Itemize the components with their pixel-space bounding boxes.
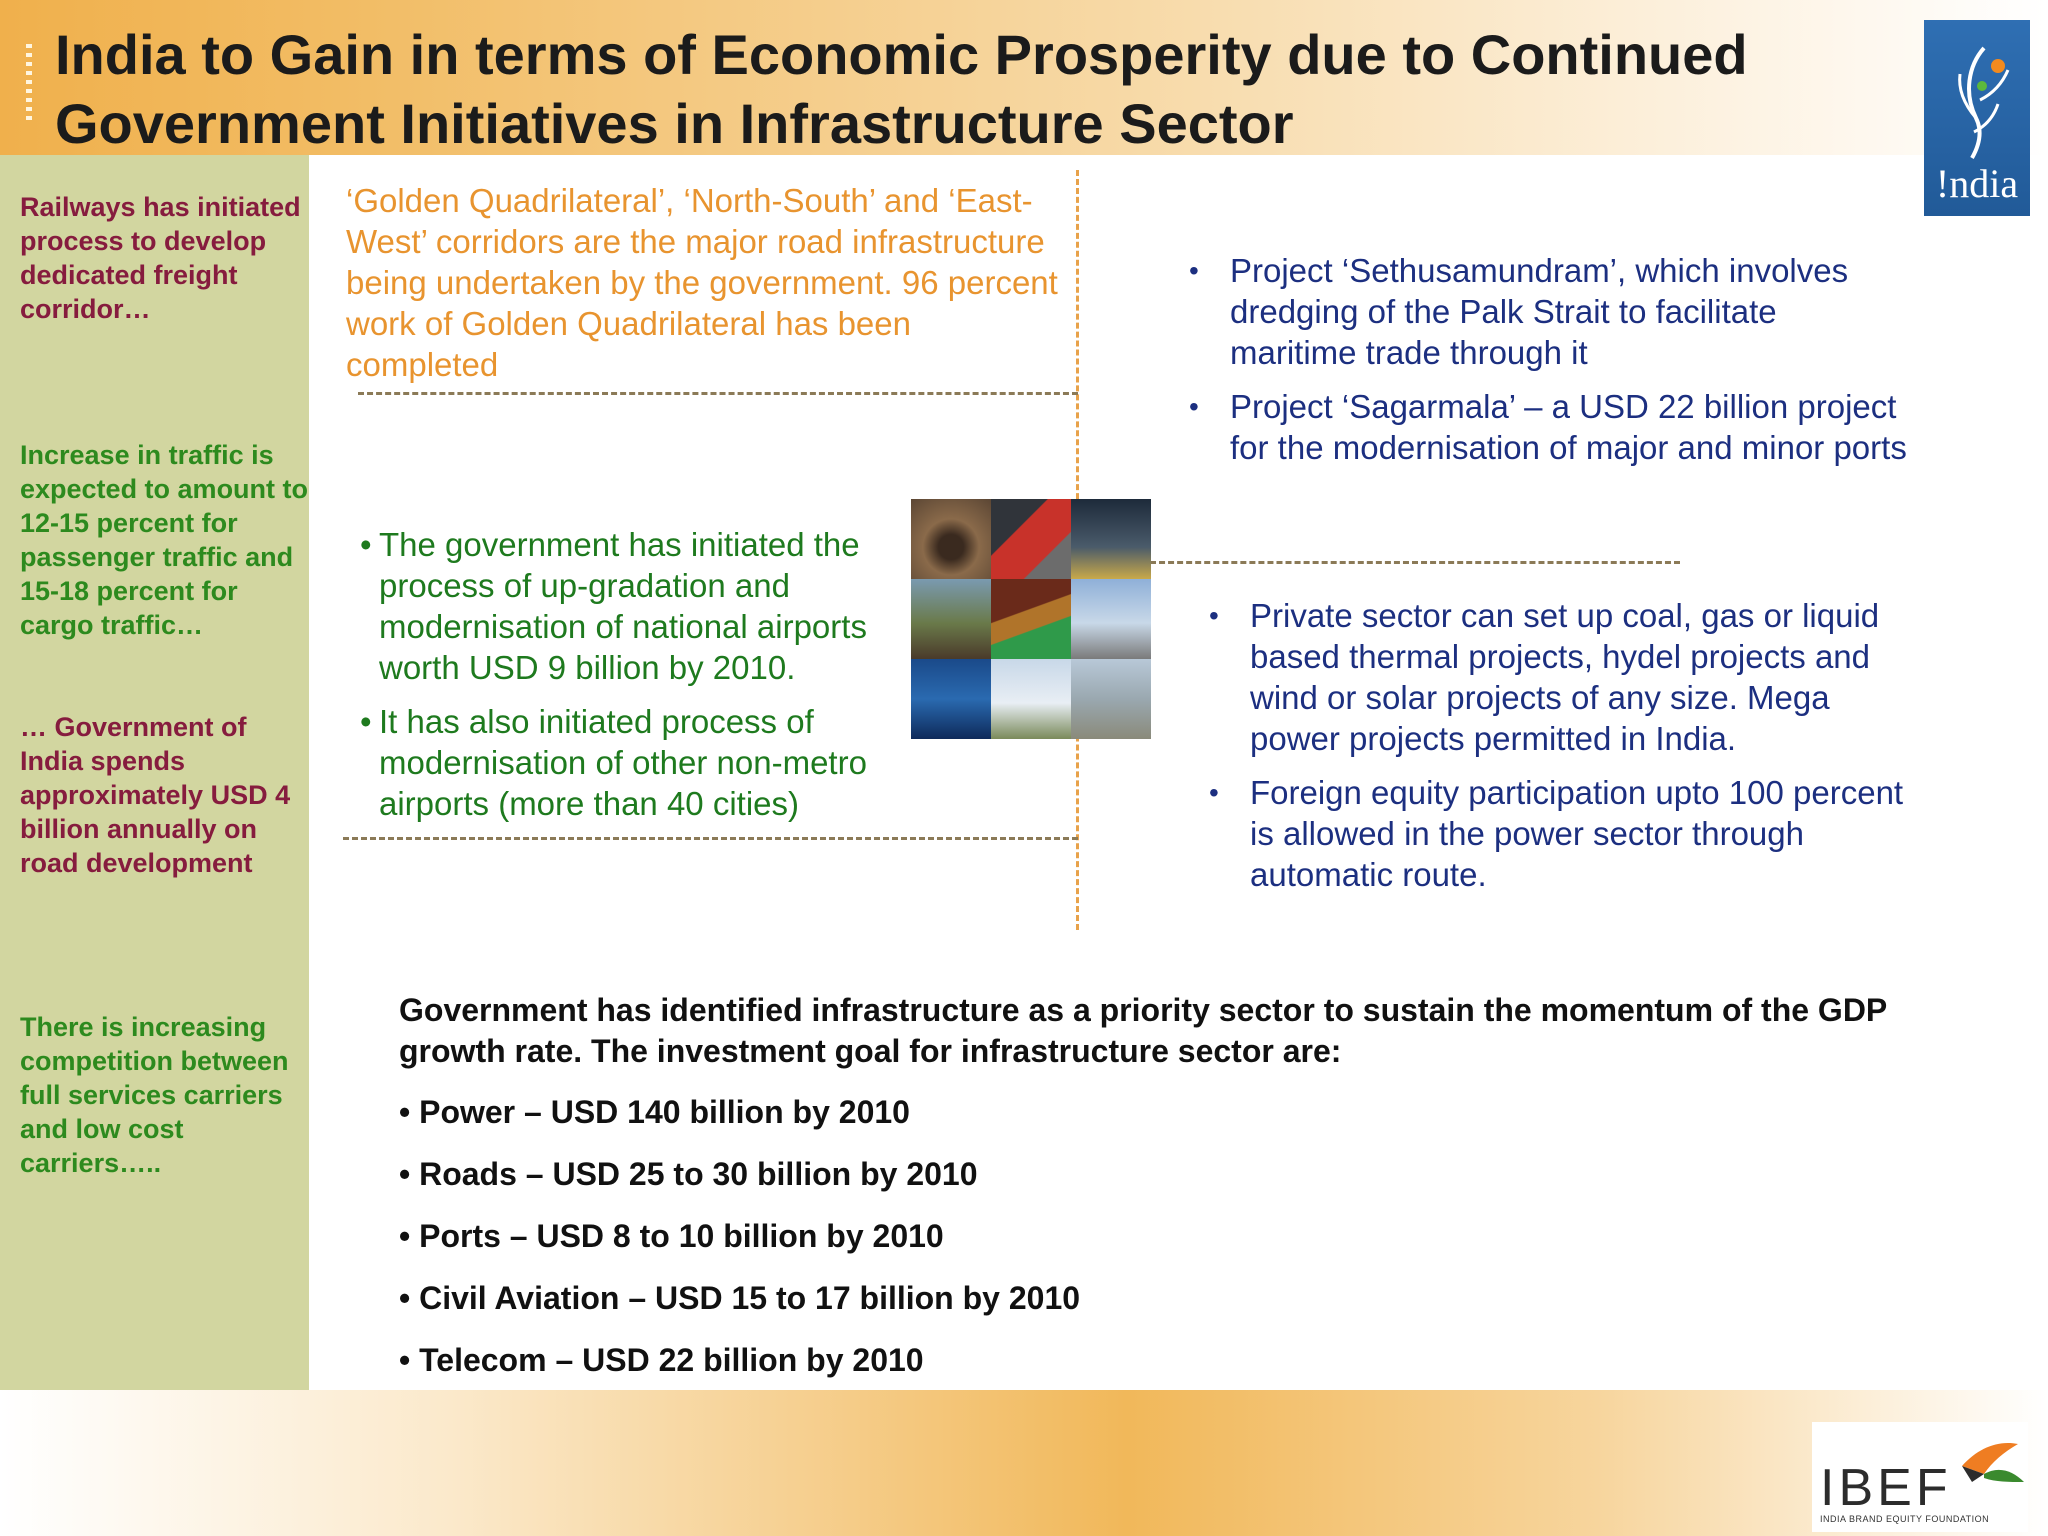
ports-list — [1189, 250, 1909, 481]
ibef-wordmark: IBEF — [1820, 1459, 1952, 1517]
power-plant-photo — [1071, 579, 1151, 659]
divider-airports — [343, 837, 1078, 840]
list-item: • It has also initiated process of modernisation of other non-metro airports (more than 40 cities) — [360, 703, 867, 822]
sidebar-panel — [0, 155, 309, 1390]
note-carriers: There is increasing competition between full services carriers and low cost carriers….. — [20, 1012, 289, 1178]
divider-roads — [358, 392, 1078, 395]
list-item: • Foreign equity participation upto 100 percent is allowed in the power sector through automatic route. — [1209, 774, 1904, 893]
bullet-icon: • — [1209, 600, 1219, 631]
footer-band — [0, 1390, 2048, 1536]
bullet-icon: • — [1189, 255, 1199, 286]
construction-photo — [1071, 499, 1151, 579]
ibef-tagline: INDIA BRAND EQUITY FOUNDATION — [1820, 1514, 1990, 1524]
summary-intro: Government has identified infrastructure as a priority sector to sustain the momentum of the GDP growth rate. The investment goal for infrastructure sector are: — [399, 992, 1887, 1069]
list-item: • The government has initiated the process of up-gradation and modernisation of national airports worth USD 9 billion by 2010. — [360, 526, 867, 686]
goal-roads: • Roads – USD 25 to 30 billion by 2010 — [399, 1156, 978, 1192]
goal-ports: • Ports – USD 8 to 10 billion by 2010 — [399, 1218, 944, 1254]
note-railways: Railways has initiated process to develop dedicated freight corridor… — [20, 192, 301, 324]
infrastructure-photo-collage — [911, 499, 1151, 739]
investment-goals-list — [399, 1092, 1959, 1380]
slide-title: India to Gain in terms of Economic Prosperity due to Continued Government Initiatives in Infrastructure Sector — [55, 23, 1748, 155]
list-item: • Project ‘Sethusamundram’, which involves dredging of the Palk Strait to facilitate maritime trade through it — [1189, 252, 1849, 371]
note-roads: … Government of India spends approximately USD 4 billion annually on road development — [20, 712, 291, 878]
list-item: • Private sector can set up coal, gas or liquid based thermal projects, hydel projects and wind or solar projects of any size. Mega power projects permitted in India. — [1209, 597, 1880, 757]
excavator-photo — [911, 579, 991, 659]
bullet-icon: • — [360, 703, 372, 740]
investment-summary — [399, 990, 1959, 1402]
road-corridors-text: ‘Golden Quadrilateral’, ‘North-South’ and ‘East-West’ corridors are the major road infrastructure being undertaken by the government. 96 percent work of Golden Quadrilateral has been completed — [346, 182, 1058, 383]
goal-power: • Power – USD 140 billion by 2010 — [399, 1094, 910, 1130]
list-item: • Project ‘Sagarmala’ – a USD 22 billion project for the modernisation of major and minor ports — [1189, 388, 1907, 466]
note-traffic: Increase in traffic is expected to amount to 12-15 percent for passenger traffic and 15-18 percent for cargo traffic… — [20, 440, 309, 640]
tunnel-photo — [911, 499, 991, 579]
divider-ports — [1150, 561, 1680, 564]
monument-photo — [1071, 659, 1151, 739]
road-photo — [991, 499, 1071, 579]
goal-civil-aviation: • Civil Aviation – USD 15 to 17 billion by 2010 — [399, 1280, 1081, 1316]
bullet-icon: • — [1189, 391, 1199, 422]
header-dots-decoration — [26, 44, 32, 120]
india-logo-text: !ndia — [1935, 161, 2019, 206]
bullet-icon: • — [360, 526, 372, 563]
india-brand-logo — [1924, 20, 2030, 216]
airplane-photo — [991, 659, 1071, 739]
port-photo — [911, 659, 991, 739]
power-list — [1209, 595, 1909, 908]
bullet-icon: • — [1209, 777, 1219, 808]
header-band — [0, 0, 2048, 155]
train-photo — [991, 579, 1071, 659]
airports-list — [360, 524, 920, 837]
goal-telecom: • Telecom – USD 22 billion by 2010 — [399, 1342, 924, 1378]
ibef-logo — [1812, 1422, 2028, 1532]
